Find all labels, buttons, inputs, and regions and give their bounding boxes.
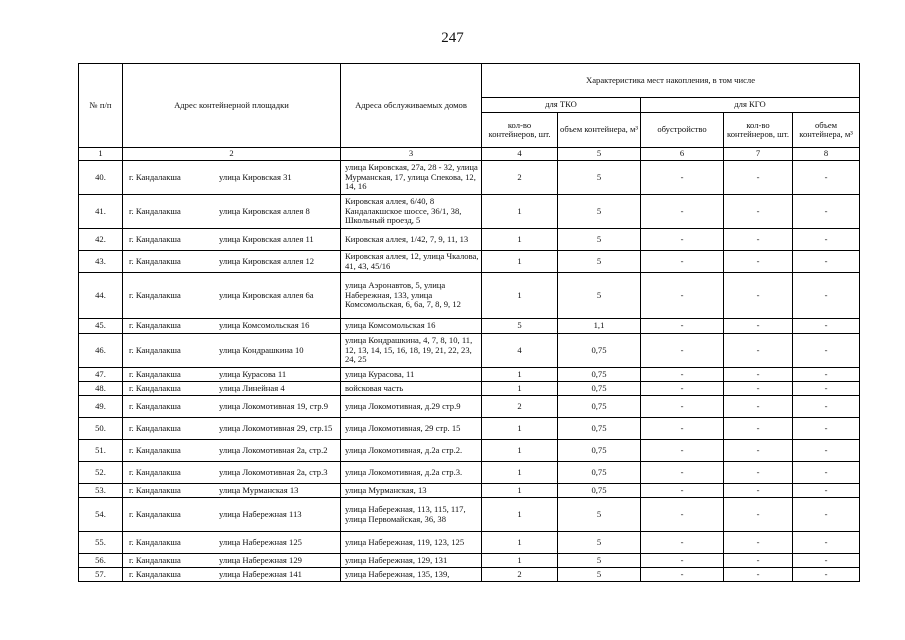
container-address <box>123 418 341 440</box>
kgo-equipment: - <box>641 368 724 382</box>
kgo-equipment: - <box>641 396 724 418</box>
container-address <box>123 161 341 195</box>
address-street: улица Кировская аллея 8 <box>219 205 310 216</box>
tko-count: 1 <box>482 251 558 273</box>
served-houses: улица Набережная, 129, 131 <box>341 554 482 568</box>
served-houses: улица Локомотивная, д.29 стр.9 <box>341 396 482 418</box>
kgo-count: - <box>724 319 793 334</box>
tko-count: 1 <box>482 229 558 251</box>
container-address <box>123 251 341 273</box>
container-address <box>123 532 341 554</box>
kgo-count: - <box>724 229 793 251</box>
kgo-count: - <box>724 382 793 396</box>
address-city: г. Кандалакша <box>129 484 181 495</box>
served-houses: улица Набережная, 113, 115, 117, улица Первомайская, 36, 38 <box>341 498 482 532</box>
address-street: улица Набережная 125 <box>219 536 302 547</box>
kgo-count: - <box>724 498 793 532</box>
column-number: 7 <box>724 148 793 161</box>
kgo-count: - <box>724 195 793 229</box>
row-number: 48. <box>79 382 123 396</box>
kgo-volume: - <box>793 440 860 462</box>
tko-count: 1 <box>482 484 558 498</box>
row-number: 53. <box>79 484 123 498</box>
kgo-equipment: - <box>641 334 724 368</box>
kgo-equipment: - <box>641 319 724 334</box>
tko-volume: 0,75 <box>558 418 641 440</box>
table-row <box>79 195 860 229</box>
address-street: улица Набережная 141 <box>219 568 302 579</box>
table-row <box>79 382 860 396</box>
address-city: г. Кандалакша <box>129 255 181 266</box>
table-row <box>79 396 860 418</box>
served-houses: улица Набережная, 119, 123, 125 <box>341 532 482 554</box>
tko-volume: 5 <box>558 195 641 229</box>
served-houses: улица Локомотивная, д.2а стр.2. <box>341 440 482 462</box>
container-address <box>123 273 341 319</box>
kgo-volume: - <box>793 229 860 251</box>
table-row <box>79 532 860 554</box>
kgo-volume: - <box>793 334 860 368</box>
tko-count: 1 <box>482 195 558 229</box>
row-number: 54. <box>79 498 123 532</box>
container-address <box>123 195 341 229</box>
address-street: улица Локомотивная 2а, стр.3 <box>219 466 328 477</box>
kgo-count: - <box>724 532 793 554</box>
kgo-volume: - <box>793 568 860 582</box>
tko-volume: 0,75 <box>558 462 641 484</box>
header-houses: Адреса обслуживаемых домов <box>341 64 482 148</box>
address-city: г. Кандалакша <box>129 171 181 182</box>
kgo-volume: - <box>793 251 860 273</box>
tko-volume: 5 <box>558 554 641 568</box>
kgo-count: - <box>724 554 793 568</box>
kgo-volume: - <box>793 484 860 498</box>
kgo-count: - <box>724 368 793 382</box>
container-address <box>123 568 341 582</box>
address-street: улица Кировская аллея 6а <box>219 289 314 300</box>
header-kgo-volume: объем контейнера, м³ <box>793 113 860 148</box>
row-number: 49. <box>79 396 123 418</box>
container-address <box>123 462 341 484</box>
container-address <box>123 368 341 382</box>
container-address <box>123 382 341 396</box>
served-houses: Кировская аллея, 12, улица Чкалова, 41, 43, 45/16 <box>341 251 482 273</box>
table-row <box>79 273 860 319</box>
kgo-volume: - <box>793 368 860 382</box>
row-number: 46. <box>79 334 123 368</box>
tko-count: 1 <box>482 554 558 568</box>
row-number: 50. <box>79 418 123 440</box>
table-row <box>79 251 860 273</box>
tko-count: 1 <box>482 532 558 554</box>
address-city: г. Кандалакша <box>129 536 181 547</box>
kgo-count: - <box>724 568 793 582</box>
address-city: г. Кандалакша <box>129 554 181 565</box>
tko-volume: 5 <box>558 251 641 273</box>
tko-count: 1 <box>482 368 558 382</box>
tko-volume: 0,75 <box>558 334 641 368</box>
header-tko-volume: объем контейнера, м³ <box>558 113 641 148</box>
tko-volume: 5 <box>558 161 641 195</box>
address-street: улица Линейная 4 <box>219 382 285 393</box>
kgo-volume: - <box>793 195 860 229</box>
kgo-equipment: - <box>641 273 724 319</box>
header-kgo-count: кол-во контейнеров, шт. <box>724 113 793 148</box>
kgo-volume: - <box>793 396 860 418</box>
table-row <box>79 554 860 568</box>
address-city: г. Кандалакша <box>129 320 181 331</box>
kgo-count: - <box>724 462 793 484</box>
tko-volume: 5 <box>558 229 641 251</box>
header-kgo-equipment: обустройство <box>641 113 724 148</box>
kgo-equipment: - <box>641 161 724 195</box>
address-city: г. Кандалакша <box>129 233 181 244</box>
tko-volume: 0,75 <box>558 382 641 396</box>
header-tko: для ТКО <box>482 98 641 113</box>
tko-volume: 5 <box>558 498 641 532</box>
kgo-equipment: - <box>641 498 724 532</box>
kgo-count: - <box>724 484 793 498</box>
header-kgo: для КГО <box>641 98 860 113</box>
column-number: 4 <box>482 148 558 161</box>
address-city: г. Кандалакша <box>129 466 181 477</box>
tko-count: 1 <box>482 418 558 440</box>
served-houses: улица Локомотивная, 29 стр. 15 <box>341 418 482 440</box>
kgo-volume: - <box>793 319 860 334</box>
tko-volume: 5 <box>558 568 641 582</box>
address-street: улица Курасова 11 <box>219 368 287 379</box>
address-street: улица Кондрашкина 10 <box>219 344 304 355</box>
row-number: 40. <box>79 161 123 195</box>
row-number: 55. <box>79 532 123 554</box>
tko-volume: 0,75 <box>558 440 641 462</box>
row-number: 47. <box>79 368 123 382</box>
kgo-count: - <box>724 273 793 319</box>
kgo-count: - <box>724 440 793 462</box>
address-street: улица Кировская аллея 12 <box>219 255 315 266</box>
container-address <box>123 554 341 568</box>
served-houses: улица Курасова, 11 <box>341 368 482 382</box>
tko-count: 2 <box>482 161 558 195</box>
address-street: улица Комсомольская 16 <box>219 320 310 331</box>
served-houses: улица Мурманская, 13 <box>341 484 482 498</box>
kgo-equipment: - <box>641 229 724 251</box>
kgo-equipment: - <box>641 554 724 568</box>
address-street: улица Набережная 129 <box>219 554 302 565</box>
address-city: г. Кандалакша <box>129 368 181 379</box>
table-row <box>79 368 860 382</box>
column-number: 6 <box>641 148 724 161</box>
container-address <box>123 484 341 498</box>
kgo-equipment: - <box>641 440 724 462</box>
kgo-volume: - <box>793 273 860 319</box>
header-characteristics: Характеристика мест накопления, в том числе <box>482 64 860 98</box>
tko-volume: 5 <box>558 273 641 319</box>
kgo-volume: - <box>793 161 860 195</box>
address-city: г. Кандалакша <box>129 344 181 355</box>
header-tko-count: кол-во контейнеров, шт. <box>482 113 558 148</box>
address-city: г. Кандалакша <box>129 205 181 216</box>
address-city: г. Кандалакша <box>129 568 181 579</box>
column-number: 1 <box>79 148 123 161</box>
row-number: 44. <box>79 273 123 319</box>
table-row <box>79 229 860 251</box>
row-number: 43. <box>79 251 123 273</box>
tko-volume: 0,75 <box>558 484 641 498</box>
row-number: 51. <box>79 440 123 462</box>
kgo-equipment: - <box>641 462 724 484</box>
kgo-volume: - <box>793 532 860 554</box>
tko-count: 2 <box>482 396 558 418</box>
kgo-equipment: - <box>641 251 724 273</box>
address-city: г. Кандалакша <box>129 382 181 393</box>
kgo-volume: - <box>793 418 860 440</box>
table-row <box>79 484 860 498</box>
table-row <box>79 498 860 532</box>
container-address <box>123 396 341 418</box>
tko-count: 1 <box>482 382 558 396</box>
table-row <box>79 161 860 195</box>
address-city: г. Кандалакша <box>129 289 181 300</box>
column-number: 2 <box>123 148 341 161</box>
column-number: 3 <box>341 148 482 161</box>
served-houses: Кировская аллея, 1/42, 7, 9, 11, 13 <box>341 229 482 251</box>
kgo-equipment: - <box>641 568 724 582</box>
container-address <box>123 334 341 368</box>
address-street: улица Кировская аллея 11 <box>219 233 314 244</box>
container-address <box>123 440 341 462</box>
tko-volume: 1,1 <box>558 319 641 334</box>
column-number: 8 <box>793 148 860 161</box>
table-row <box>79 568 860 582</box>
served-houses: улица Кондрашкина, 4, 7, 8, 10, 11, 12, 13, 14, 15, 16, 18, 19, 21, 22, 23, 24, 25 <box>341 334 482 368</box>
address-city: г. Кандалакша <box>129 400 181 411</box>
kgo-count: - <box>724 161 793 195</box>
served-houses: улица Набережная, 135, 139, <box>341 568 482 582</box>
table-row <box>79 319 860 334</box>
tko-count: 1 <box>482 273 558 319</box>
kgo-equipment: - <box>641 532 724 554</box>
kgo-count: - <box>724 334 793 368</box>
row-number: 41. <box>79 195 123 229</box>
kgo-equipment: - <box>641 195 724 229</box>
tko-volume: 0,75 <box>558 368 641 382</box>
table-row <box>79 418 860 440</box>
row-number: 52. <box>79 462 123 484</box>
address-street: улица Локомотивная 2а, стр.2 <box>219 444 328 455</box>
row-number: 42. <box>79 229 123 251</box>
address-street: улица Набережная 113 <box>219 508 302 519</box>
tko-count: 1 <box>482 498 558 532</box>
address-city: г. Кандалакша <box>129 422 181 433</box>
kgo-equipment: - <box>641 382 724 396</box>
row-number: 56. <box>79 554 123 568</box>
kgo-volume: - <box>793 554 860 568</box>
tko-count: 4 <box>482 334 558 368</box>
address-street: улица Локомотивная 29, стр.15 <box>219 422 333 433</box>
kgo-equipment: - <box>641 484 724 498</box>
table-row <box>79 462 860 484</box>
table-row <box>79 334 860 368</box>
container-address <box>123 319 341 334</box>
address-street: улица Кировская 31 <box>219 171 292 182</box>
address-street: улица Локомотивная 19, стр.9 <box>219 400 329 411</box>
container-address <box>123 229 341 251</box>
kgo-count: - <box>724 251 793 273</box>
tko-count: 2 <box>482 568 558 582</box>
served-houses: улица Аэронавтов, 5, улица Набережная, 133, улица Комсомольская, 6, 6а, 7, 8, 9, 12 <box>341 273 482 319</box>
served-houses: Кировская аллея, 6/40, 8 Кандалакшское шоссе, 36/1, 38, Школьный проезд, 5 <box>341 195 482 229</box>
address-city: г. Кандалакша <box>129 508 181 519</box>
kgo-volume: - <box>793 498 860 532</box>
tko-count: 1 <box>482 440 558 462</box>
kgo-count: - <box>724 396 793 418</box>
header-num: № п/п <box>79 64 123 148</box>
kgo-equipment: - <box>641 418 724 440</box>
served-houses: улица Локомотивная, д.2а стр.3. <box>341 462 482 484</box>
served-houses: улица Кировская, 27а, 28 - 32, улица Мурманская, 17, улица Спекова, 12, 14, 16 <box>341 161 482 195</box>
address-street: улица Мурманская 13 <box>219 484 299 495</box>
header-address: Адрес контейнерной площадки <box>123 64 341 148</box>
served-houses: улица Комсомольская 16 <box>341 319 482 334</box>
column-number: 5 <box>558 148 641 161</box>
served-houses: войсковая часть <box>341 382 482 396</box>
tko-count: 1 <box>482 462 558 484</box>
container-address <box>123 498 341 532</box>
kgo-volume: - <box>793 382 860 396</box>
kgo-count: - <box>724 418 793 440</box>
page-number: 247 <box>441 30 464 46</box>
tko-volume: 5 <box>558 532 641 554</box>
table-row <box>79 440 860 462</box>
address-city: г. Кандалакша <box>129 444 181 455</box>
tko-count: 5 <box>482 319 558 334</box>
container-sites-table <box>78 63 860 582</box>
kgo-volume: - <box>793 462 860 484</box>
tko-volume: 0,75 <box>558 396 641 418</box>
row-number: 45. <box>79 319 123 334</box>
table-body <box>79 161 860 582</box>
row-number: 57. <box>79 568 123 582</box>
